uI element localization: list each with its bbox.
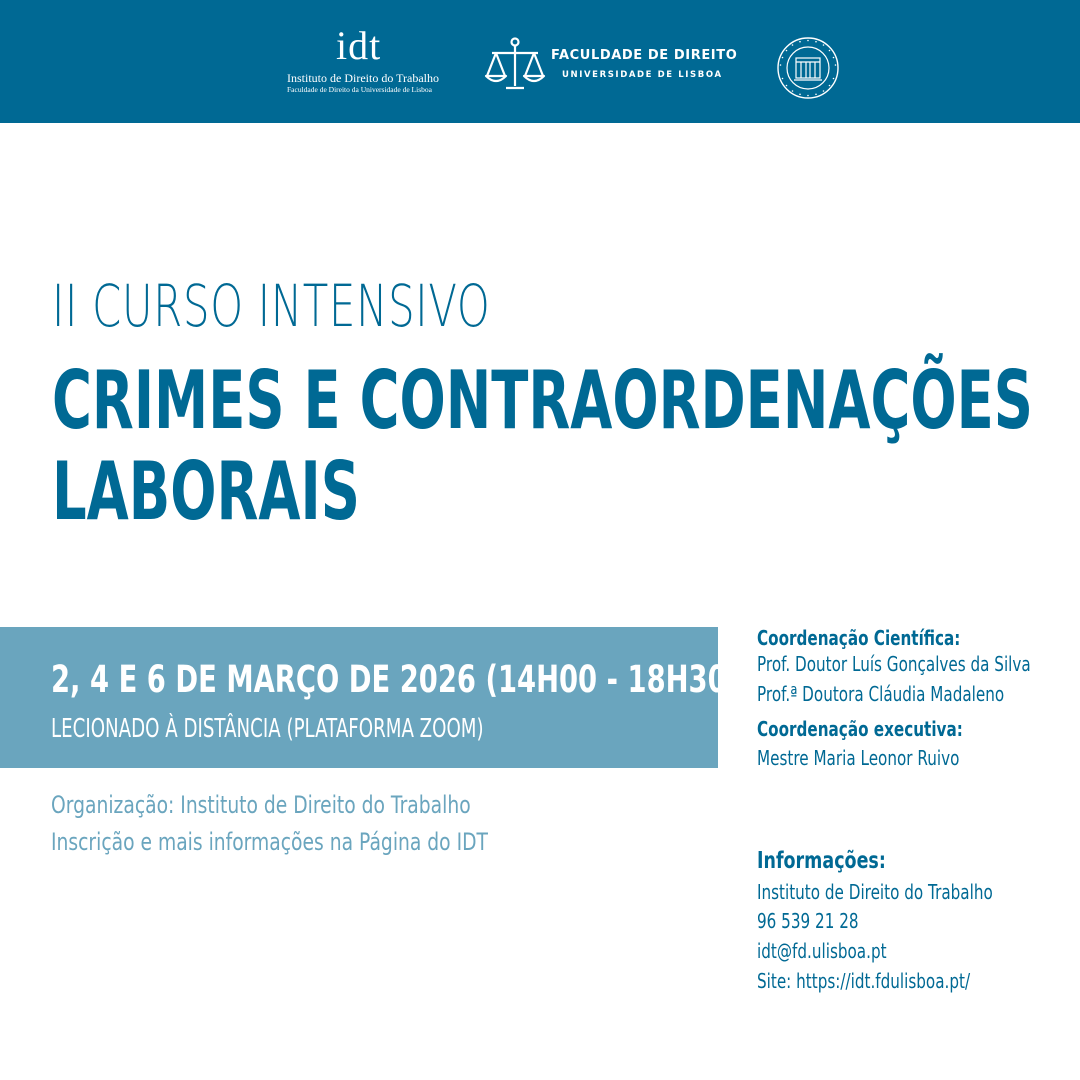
research-centre-seal-logo	[776, 36, 840, 100]
faculty-logo-title: FACULDADE DE DIREITO	[551, 48, 738, 63]
scales-of-justice-icon	[484, 36, 546, 94]
registration-line: Inscrição e mais informações na Página do IDT	[51, 828, 488, 856]
faculty-logo-subtitle: UNIVERSIDADE DE LISBOA	[562, 70, 723, 80]
information-institution: Instituto de Direito do Trabalho	[757, 880, 993, 904]
course-title-line-2: LABORAIS	[52, 445, 360, 538]
information-phone: 96 539 21 28	[757, 909, 859, 933]
idt-logo-subtitle: Faculdade de Direito da Universidade de Lisboa	[287, 85, 432, 94]
scientific-coordinator-2: Prof.ª Doutora Cláudia Madaleno	[757, 682, 1005, 706]
date-band	[0, 627, 740, 768]
information-label: Informações:	[757, 848, 886, 874]
faculty-logo	[484, 36, 738, 94]
executive-coordination-label: Coordenação executiva:	[757, 717, 963, 741]
idt-logo	[282, 23, 452, 96]
organization-line: Organização: Instituto de Direito do Trabalho	[51, 791, 471, 819]
executive-coordinator: Mestre Maria Leonor Ruivo	[757, 746, 960, 770]
scientific-coordination-label: Coordenação Científica:	[757, 626, 961, 650]
course-edition-label: II CURSO INTENSIVO	[52, 272, 491, 340]
course-title-line-1: CRIMES E CONTRAORDENAÇÕES	[52, 354, 1033, 447]
information-website: Site: https://idt.fdulisboa.pt/	[757, 969, 971, 993]
header-bar	[0, 0, 1080, 123]
idt-logo-mark: idt	[336, 23, 382, 68]
information-email: idt@fd.ulisboa.pt	[757, 939, 887, 963]
scientific-coordinator-1: Prof. Doutor Luís Gonçalves da Silva	[757, 652, 1031, 676]
course-title	[52, 355, 1033, 537]
course-delivery-mode: LECIONADO À DISTÂNCIA (PLATAFORMA ZOOM)	[51, 714, 484, 744]
idt-logo-name: Instituto de Direito do Trabalho	[287, 71, 439, 85]
course-dates: 2, 4 E 6 DE MARÇO DE 2026 (14H00 - 18H30)	[51, 658, 740, 701]
